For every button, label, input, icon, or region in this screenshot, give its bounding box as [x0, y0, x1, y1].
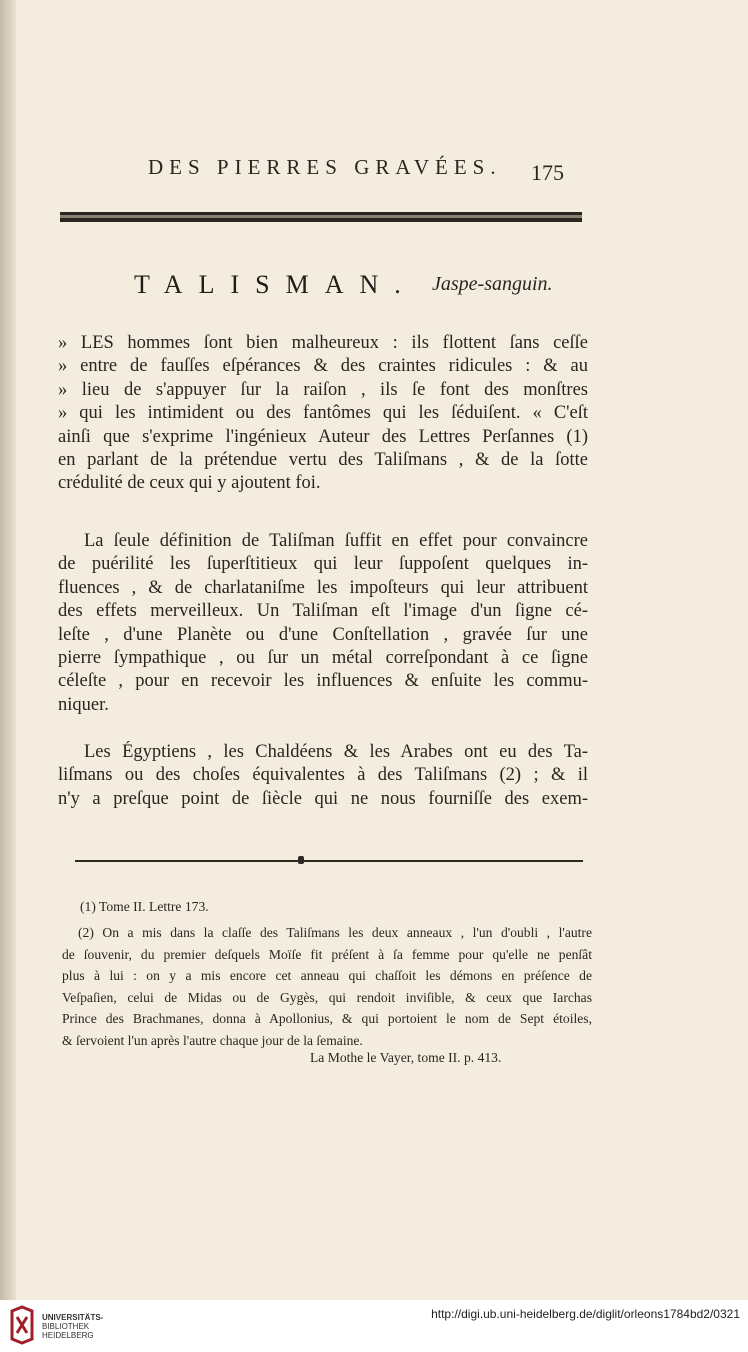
paragraph-3-line: n'y a preſque point de ſiècle qui ne nous fourniſſe des exem-: [58, 788, 588, 809]
paragraph-3: [58, 741, 588, 811]
paragraph-1-line: » entre de fauſſes eſpérances & des craintes ridicules : & au: [58, 356, 588, 377]
footnote-2-line: de ſouvenir, du premier deſquels Moïſe fit préſent à ſa femme pour qu'elle ne penſât: [62, 946, 592, 962]
library-name-line: HEIDELBERG: [42, 1331, 94, 1340]
university-library-logo-icon[interactable]: [8, 1305, 36, 1345]
footnote-rule: [75, 860, 583, 862]
library-name[interactable]: [42, 1313, 103, 1340]
paragraph-2-line: La ſeule définition de Taliſman ſuffit en effet pour convaincre: [84, 531, 588, 551]
section-title: TALISMAN.: [134, 270, 417, 299]
running-title: DES PIERRES GRAVÉES.: [148, 155, 502, 179]
footnote-attribution: La Mothe le Vayer, tome II. p. 413.: [310, 1050, 502, 1065]
paragraph-1-line: » qui les intimident ou des fantômes qui les ſéduiſent. « C'eſt: [58, 403, 588, 424]
footnote-rule-ornament: [298, 856, 304, 864]
paragraph-2-line: niquer.: [58, 694, 109, 715]
footnote-2-line: & ſervoient l'un après l'autre chaque jour de la ſemaine.: [62, 1032, 363, 1048]
paragraph-1-line: » LES hommes ſont bien malheureux : ils flottent ſans ceſſe: [58, 333, 588, 353]
page-url-link[interactable]: http://digi.ub.uni-heidelberg.de/diglit/orleons1784bd2/0321: [431, 1307, 740, 1321]
paragraph-2-line: de puérilité les ſuperſtitieux qui leur ſuppoſent quelques in-: [58, 554, 588, 575]
paragraph-3-line: Les Égyptiens , les Chaldéens & les Arabes ont eu des Ta-: [84, 742, 588, 762]
section-subtitle: Jaspe-sanguin.: [432, 273, 553, 295]
paragraph-2-line: leſte , d'une Planète ou d'une Conſtellation , gravée ſur une: [58, 624, 588, 645]
paragraph-1-line: » lieu de s'appuyer ſur la raiſon , ils ſe font des monſtres: [58, 379, 588, 400]
footnote-2: [62, 922, 592, 1051]
paragraph-2-line: fluences , & de charlataniſme les impoſteurs qui leur attribuent: [58, 577, 588, 598]
paragraph-2-line: céleſte , pour en recevoir les influences & enſuite les commu-: [58, 671, 588, 692]
paragraph-1-line: crédulité de ceux qui y ajoutent foi.: [58, 473, 321, 494]
footnote-2-line: Prince des Brachmanes, donna à Apollonius, & qui portoient le nom de Sept étoiles,: [62, 1011, 592, 1026]
library-name-line: BIBLIOTHEK: [42, 1322, 90, 1331]
footnote-2-line: plus à lui : on y a mis encore cet anneau qui chaſſoit les démons en préſence de: [62, 968, 592, 983]
paragraph-2: [58, 530, 588, 717]
paragraph-2-line: des effets merveilleux. Un Taliſman eſt l'image d'un ſigne cé-: [58, 601, 588, 622]
library-name-line: UNIVERSITÄTS-: [42, 1313, 104, 1322]
header-rule: [60, 212, 582, 222]
footnote-2-line: (2) On a mis dans la claſſe des Taliſmans les deux anneaux , l'un d'oubli , l'autre: [78, 925, 592, 940]
paragraph-1-line: en parlant de la prétendue vertu des Taliſmans , & de la ſotte: [58, 450, 588, 471]
page-number: 175: [531, 160, 564, 185]
paragraph-1: [58, 332, 588, 496]
paragraph-3-line: liſmans ou des choſes équivalentes à des Taliſmans (2) ; & il: [58, 765, 588, 786]
footnote-2-line: Veſpaſien, celui de Midas ou de Gygès, qui rendoit inviſible, & ceux que Iarchas: [62, 989, 592, 1005]
paragraph-2-line: pierre ſympathique , ou ſur un métal correſpondant à ce ſigne: [58, 648, 588, 669]
paragraph-1-line: ainſi que s'exprime l'ingénieux Auteur des Lettres Perſannes (1): [58, 426, 588, 447]
footnote-1: (1) Tome II. Lettre 173.: [80, 899, 209, 914]
